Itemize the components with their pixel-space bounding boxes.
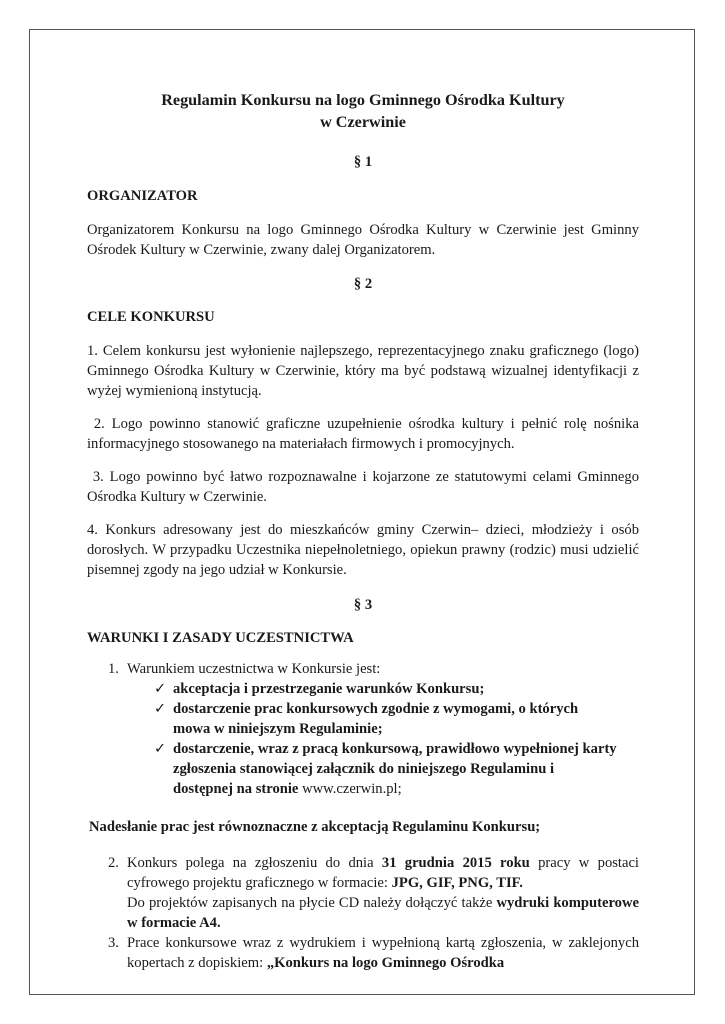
item-text: Warunkiem uczestnictwa w Konkursie jest: (127, 661, 381, 677)
item-text: Prace konkursowe wraz z wydrukiem i wypełnioną kartą zgłoszenia, w zaklejonych kopertach z dopiskiem: (127, 935, 639, 971)
requirement-item (127, 679, 617, 699)
goal-paragraph-2: 2. Logo powinno stanowić graficzne uzupełnienie ośrodka kultury i pełnić rolę nośnika informacyjnego stosowanego na materiałach firmowych i promocyjnych. (87, 416, 643, 452)
goal-paragraph-4: 4. Konkurs adresowany jest do mieszkańców gminy Czerwin– dzieci, młodzieży i osób dorosłych. W przypadku Uczestnika niepełnoletniego, opiekun prawny (rodzic) musi udzielić pisemnej zgody na jego udział w Konkursie. (87, 522, 639, 578)
list-item (87, 853, 639, 933)
item-text: pracy w postaci cyfrowego projektu graficznego w formacie: (127, 855, 639, 891)
requirement-text: dostarczenie, wraz z pracą konkursową, prawidłowo wypełnionej karty zgłoszenia stanowiącej załącznik do niniejszego Regulaminu i dostępnej na stronie (173, 741, 617, 797)
acceptance-notice: Nadesłanie prac jest równoznaczne z akceptacją Regulaminu Konkursu; (89, 819, 541, 835)
requirement-text: akceptacja i przestrzeganie warunków Konkursu; (173, 681, 485, 697)
list-item (87, 659, 639, 679)
title-line-1: Regulamin Konkursu na logo Gminnego Ośrodka Kultury (161, 91, 565, 109)
list-item (87, 933, 639, 973)
item-number: 1. (108, 661, 119, 677)
requirements-list (127, 679, 617, 799)
conditions-list (87, 659, 639, 679)
section-heading-warunki: WARUNKI I ZASADY UCZESTNICTWA (87, 630, 354, 646)
item-number: 2. (108, 855, 119, 871)
checkmark-icon: ✓ (154, 701, 167, 717)
envelope-label: „Konkurs na logo Gminnego Ośrodka (266, 955, 505, 971)
section-heading-cele: CELE KONKURSU (87, 309, 215, 325)
document-body (87, 89, 643, 973)
checkmark-icon: ✓ (154, 681, 167, 697)
section-mark-3: § 3 (353, 597, 373, 613)
file-formats: JPG, GIF, PNG, TIF. (391, 875, 523, 891)
section-mark-2: § 2 (353, 276, 373, 292)
goal-paragraph-3: 3. Logo powinno być łatwo rozpoznawalne i kojarzone ze statutowymi celami Gminnego Ośrodka Kultury w Czerwinie. (87, 469, 643, 505)
title-line-2: w Czerwinie (320, 113, 406, 131)
checkmark-icon: ✓ (154, 741, 167, 757)
section-heading-organizator: ORGANIZATOR (87, 188, 198, 204)
item-number: 3. (108, 935, 119, 951)
requirement-item (127, 739, 617, 799)
conditions-list-continued (87, 853, 639, 973)
goal-paragraph-1: 1. Celem konkursu jest wyłonienie najlepszego, reprezentacyjnego znaku graficznego (logo) Gminnego Ośrodka Kultury w Czerwinie, który ma być podstawą wizualnej identyfikacji z wyżej wymienioną instytucją. (87, 343, 639, 399)
organizer-paragraph: Organizatorem Konkursu na logo Gminnego Ośrodka Kultury w Czerwinie jest Gminny Ośrodek Kultury w Czerwinie, zwany dalej Organizatorem. (87, 222, 639, 258)
deadline-date: 31 grudnia 2015 roku (381, 855, 530, 871)
item-text: Do projektów zapisanych na płycie CD należy dołączyć także (127, 895, 497, 911)
website-link[interactable]: www.czerwin.pl; (302, 781, 402, 797)
section-mark-1: § 1 (353, 154, 373, 170)
item-text: Konkurs polega na zgłoszeniu do dnia (127, 855, 382, 871)
document-title (87, 89, 639, 133)
printout-requirement: wydruki komputerowe w formacie A4. (127, 895, 639, 931)
requirement-item (127, 699, 617, 739)
requirement-text: dostarczenie prac konkursowych zgodnie z wymogami, o których mowa w niniejszym Regulaminie; (173, 701, 579, 737)
